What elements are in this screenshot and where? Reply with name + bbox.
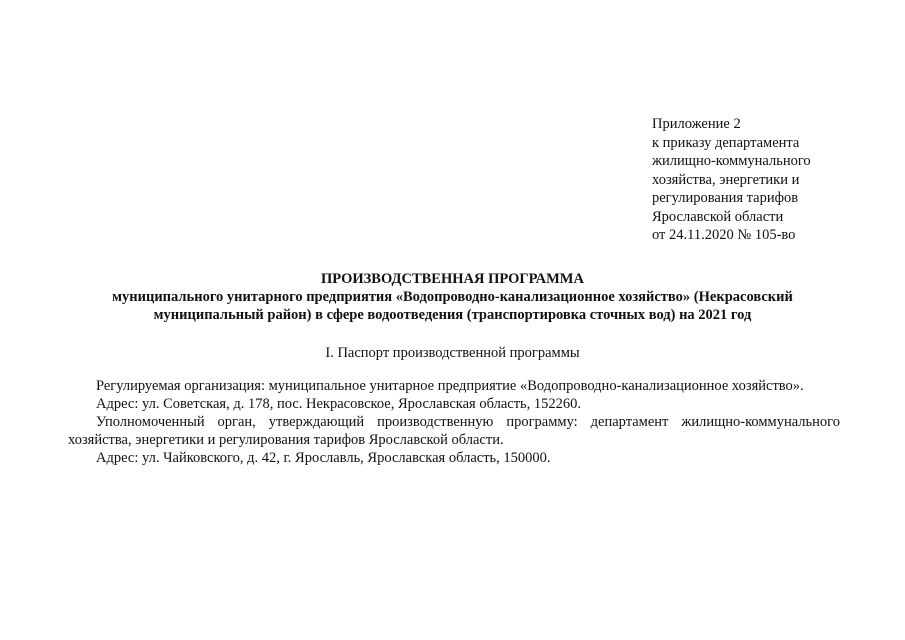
document-title [60, 270, 845, 324]
appendix-line: жилищно-коммунального [652, 153, 811, 169]
title-line: муниципальный район) в сфере водоотведения (транспортировка сточных вод) на 2021 год [153, 307, 752, 323]
appendix-line: Приложение 2 [652, 116, 741, 132]
appendix-block [652, 115, 892, 245]
appendix-line: к приказу департамента [652, 134, 800, 151]
section-title: I. Паспорт производственной программы [325, 345, 580, 361]
authority-paragraph: Уполномоченный орган, утверждающий производственную программу: департамент жилищно-коммунального хозяйства, энергетики и регулирования тарифов Ярославской области. [68, 414, 840, 448]
org-paragraph: Регулируемая организация: муниципальное унитарное предприятие «Водопроводно-канализационное хозяйство». [96, 378, 804, 394]
title-heading: ПРОИЗВОДСТВЕННАЯ ПРОГРАММА [321, 271, 584, 287]
title-line: муниципального унитарного предприятия «Водопроводно-канализационное хозяйство» (Некрасовский [112, 289, 793, 305]
appendix-line: Ярославской области [652, 208, 784, 225]
passport-body [68, 377, 840, 467]
authority-address-paragraph: Адрес: ул. Чайковского, д. 42, г. Ярославль, Ярославская область, 150000. [96, 450, 551, 466]
appendix-line: от 24.11.2020 № 105-во [652, 227, 796, 243]
appendix-line: хозяйства, энергетики и [652, 171, 800, 188]
appendix-line: регулирования тарифов [652, 190, 799, 206]
org-address-paragraph: Адрес: ул. Советская, д. 178, пос. Некрасовское, Ярославская область, 152260. [96, 396, 582, 412]
